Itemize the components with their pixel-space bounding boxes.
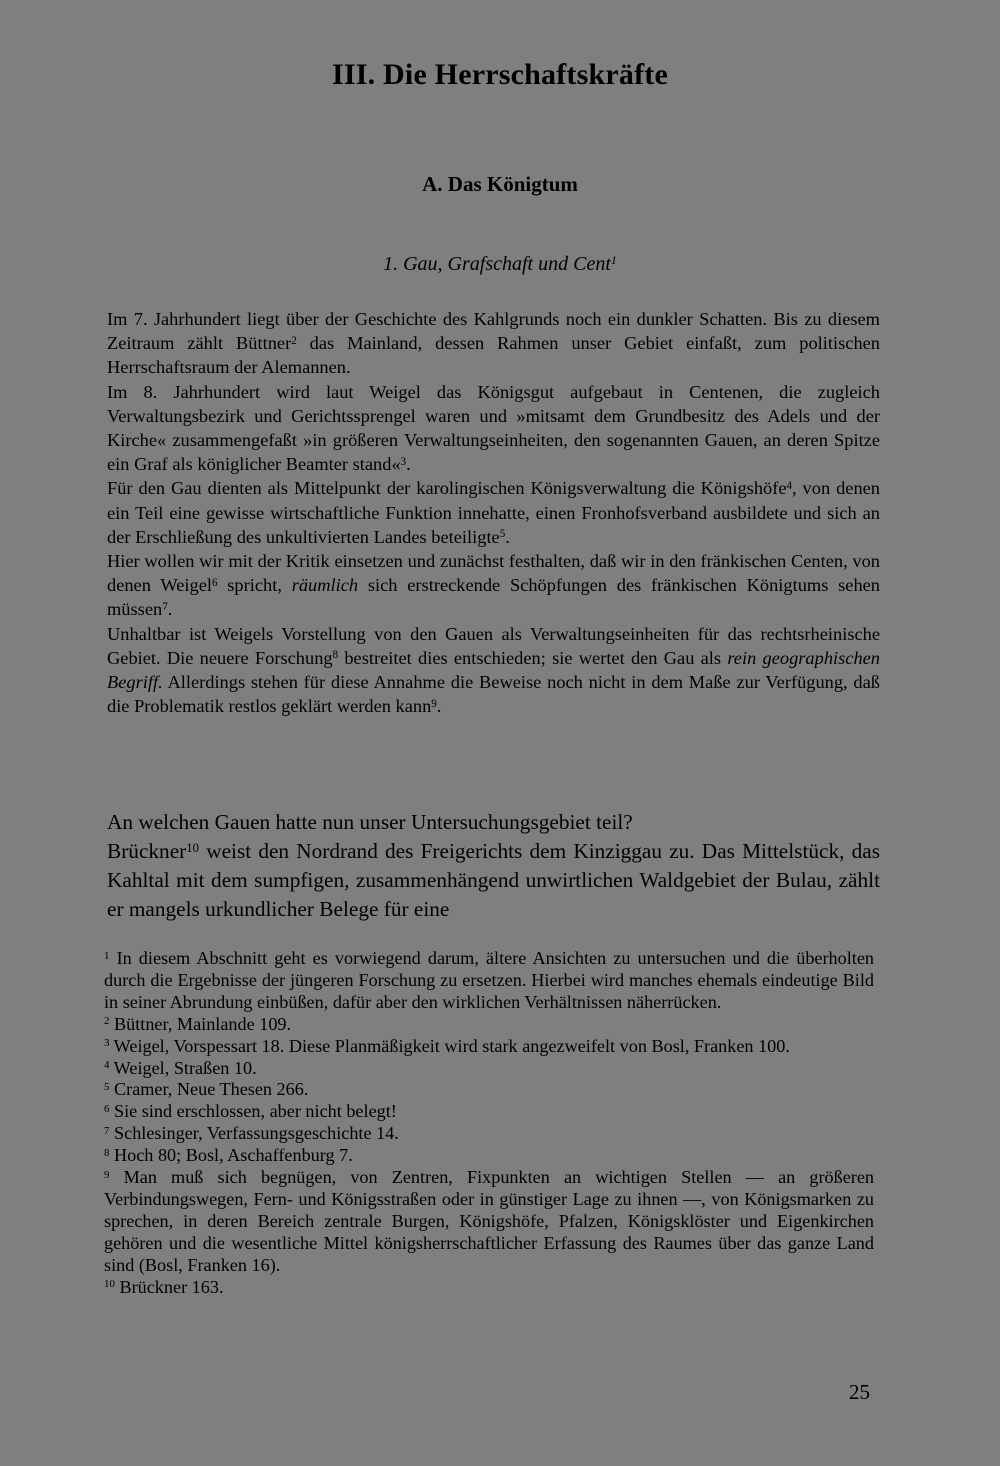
footnote-number: 6 xyxy=(104,1102,110,1115)
paragraph-text: . xyxy=(167,599,173,620)
footnote-number: 8 xyxy=(104,1146,110,1159)
footnote-text: Büttner, Mainlande 109. xyxy=(114,1013,292,1034)
footnote-number: 4 xyxy=(104,1059,110,1072)
paragraph-text: bestreitet dies entschieden; sie wertet den Gau als xyxy=(338,647,728,668)
footnote-text: Brückner 163. xyxy=(119,1276,224,1297)
footnote xyxy=(104,1036,874,1058)
paragraph-text: , von denen ein Teil eine gewisse wirtschaftliche Funktion innehatte, einen Fronhofsverband ausbildete und sich an der Erschließung des unkultivierten Landes beteiligte xyxy=(107,478,881,547)
footnote-number: 2 xyxy=(104,1015,110,1028)
footnote-number: 10 xyxy=(104,1278,115,1291)
footnote-text: In diesem Abschnitt geht es vorwiegend darum, ältere Ansichten zu untersuchen und die überholten durch die Ergebnisse der jüngeren Forschung zu ersetzen. Hierbei wird manches ehemals eindeutige Bild in seiner Abrundung einbüßen, dafür aber den wirklichen Verhältnissen näherrücken. xyxy=(104,948,874,1012)
paragraph xyxy=(107,549,880,622)
footnote-ref: 7 xyxy=(162,600,168,613)
footnote-text: Sie sind erschlossen, aber nicht belegt! xyxy=(114,1101,397,1122)
footnote xyxy=(104,1058,874,1080)
paragraph xyxy=(107,622,880,719)
section-title: A. Das Königtum xyxy=(422,172,578,196)
paragraph-text: An welchen Gauen hatte nun unser Untersuchungsgebiet teil? xyxy=(107,810,633,834)
paragraph xyxy=(107,476,880,549)
emphasis-text: räumlich xyxy=(291,575,359,596)
paragraph-text: Hier wollen wir mit der Kritik einsetzen und zunächst festhalten, daß wir in den fränkischen Centen, von denen Weigel xyxy=(107,551,880,596)
footnote xyxy=(104,1079,874,1101)
footnote xyxy=(104,1014,874,1036)
subsection-title-text: 1. Gau, Grafschaft und Cent xyxy=(383,253,611,275)
footnote-ref: 5 xyxy=(499,528,506,541)
paragraph-text: . xyxy=(406,454,411,475)
footnote xyxy=(104,1145,874,1167)
paragraph-text: Im 7. Jahrhundert liegt über der Geschichte des Kahlgrunds noch ein dunkler Schatten. Bis zu diesem Zeitraum zählt Büttner xyxy=(107,309,880,354)
footnote-number: 7 xyxy=(104,1124,110,1137)
footnote-text: Weigel, Straßen 10. xyxy=(113,1057,257,1078)
footnote-ref: 8 xyxy=(332,649,339,662)
footnote-number: 3 xyxy=(104,1037,110,1050)
paragraph-text: spricht, xyxy=(217,575,292,596)
paragraph-text: . xyxy=(436,696,442,717)
footnote xyxy=(104,1277,874,1299)
footnote-ref: 3 xyxy=(400,455,407,468)
paragraph xyxy=(107,307,880,380)
subsection-title xyxy=(0,253,1000,276)
footnote-ref: 6 xyxy=(211,576,218,589)
paragraph xyxy=(107,808,880,837)
footnote-text: Hoch 80; Bosl, Aschaffenburg 7. xyxy=(114,1145,353,1166)
footnote-text: Weigel, Vorspessart 18. Diese Planmäßigkeit wird stark angezweifelt von Bosl, Franken 100. xyxy=(113,1035,790,1056)
footnote xyxy=(104,948,874,1014)
paragraph-text: sich erstreckende Schöpfungen des fränkischen Königtums sehen müssen xyxy=(107,575,880,620)
footnote-text: Man muß sich begnügen, von Zentren, Fixpunkten an wichtigen Stellen — an größeren Verbindungswegen, Fern- und Königsstraßen oder in günstiger Lage zu ihnen —, von Königsmarken zu sprechen, in deren Bereich zentrale Burgen, Königshöfe, Pfalzen, Königsklöster und Eigenkirchen gehören und die wesentliche Mittel königsherrschaftlicher Erfassung des Raumes über das ganze Land sind (Bosl, Franken 16). xyxy=(104,1167,874,1275)
paragraph-text: Brückner xyxy=(107,839,187,863)
chapter-title: III. Die Herrschaftskräfte xyxy=(332,58,668,91)
paragraph xyxy=(107,837,880,924)
body-text xyxy=(107,307,880,718)
footnote-number: 1 xyxy=(104,949,110,962)
footnote xyxy=(104,1167,874,1277)
footnote-text: Schlesinger, Verfassungsgeschichte 14. xyxy=(114,1123,399,1144)
paragraph xyxy=(107,380,880,477)
emphasis-text: rein geographischen Begriff. xyxy=(107,647,880,693)
footnote-number: 5 xyxy=(104,1080,110,1093)
footnote-ref: 4 xyxy=(786,479,793,492)
paragraph-text: . xyxy=(505,526,510,547)
paragraph-text: Für den Gau dienten als Mittelpunkt der karolingischen Königsverwaltung die Königshöfe xyxy=(107,478,787,499)
paragraph-text: weist den Nordrand des Freigerichts dem Kinziggau zu. Das Mittelstück, das Kahltal mit dem sumpfigen, zusammenhängend unwirtlichen Waldgebiet der Bulau, zählt er mangels urkundlicher Belege für eine xyxy=(107,839,880,921)
paragraph-text: Allerdings stehen für diese Annahme die Beweise noch nicht in dem Maße zur Verfügung, daß die Problematik restlos geklärt werden kann xyxy=(107,672,880,717)
footnotes xyxy=(104,948,874,1299)
large-body-text xyxy=(107,808,880,924)
footnote-ref: 1 xyxy=(610,253,617,267)
footnote-ref: 10 xyxy=(186,840,200,855)
footnote-ref: 2 xyxy=(291,334,297,347)
footnote xyxy=(104,1123,874,1145)
paragraph-text: Unhaltbar ist Weigels Vorstellung von den Gauen als Verwaltungseinheiten für das rechtsrheinische Gebiet. Die neuere Forschung xyxy=(107,623,880,668)
paragraph-text: Im 8. Jahrhundert wird laut Weigel das Königsgut aufgebaut in Centenen, die zugleich Verwaltungsbezirk und Gerichtssprengel waren und »mitsamt dem Grundbesitz des Adels und der Kirche« zusammengefaßt »in größeren Verwaltungseinheiten, den sogenannten Gauen, an deren Spitze ein Graf als königlicher Beamter stand« xyxy=(107,381,880,475)
footnote-text: Cramer, Neue Thesen 266. xyxy=(114,1079,309,1100)
page-number: 25 xyxy=(849,1380,870,1404)
paragraph-text: das Mainland, dessen Rahmen unser Gebiet einfaßt, zum politischen Herrschaftsraum der Alemannen. xyxy=(107,333,880,378)
footnote xyxy=(104,1101,874,1123)
footnote-number: 9 xyxy=(104,1168,110,1181)
footnote-ref: 9 xyxy=(431,697,437,710)
